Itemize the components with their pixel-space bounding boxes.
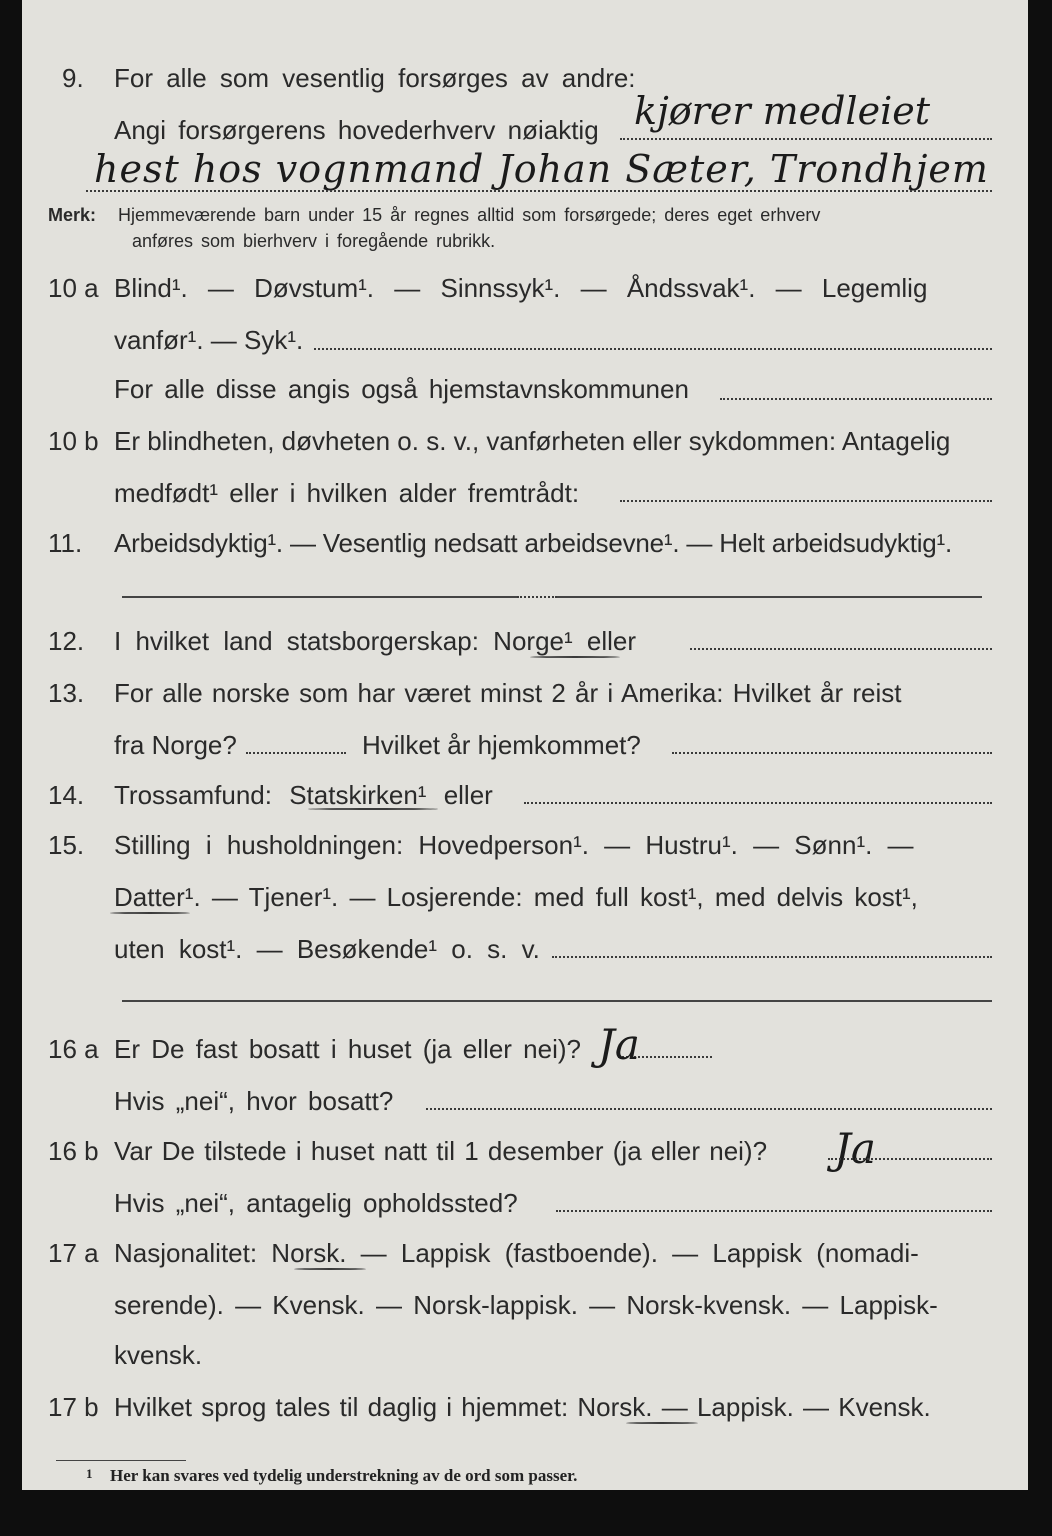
q15-answer-line (552, 956, 992, 958)
q16a-where-line (426, 1108, 992, 1110)
q12-norge-underline (530, 656, 620, 658)
q15-line2: Datter¹. — Tjener¹. — Losjerende: med full kost¹, med delvis kost¹, (114, 882, 918, 912)
q17b-line1: Hvilket sprog tales til daglig i hjemmet: Norsk. — Lappisk. — Kvensk. (114, 1392, 931, 1422)
q11-rule-gap (517, 596, 557, 598)
q9-answer-line-2 (86, 190, 992, 192)
q17b-number: 17 b (48, 1392, 99, 1422)
q9-answer-line (620, 138, 992, 140)
q15-line1: Stilling i husholdningen: Hovedperson¹. — Hustru¹. — Sønn¹. — (114, 830, 914, 860)
q13-line2a: fra Norge? (114, 730, 237, 760)
q12-answer-line (690, 648, 992, 650)
q14-statskirken-underline (308, 808, 438, 810)
q10a-answer-line (314, 348, 992, 350)
q10a-answer-line-2 (720, 398, 992, 400)
q10b-number: 10 b (48, 426, 99, 456)
footnote-mark: 1 (86, 1466, 93, 1481)
q15-rule (122, 1000, 992, 1002)
q16b-line2: Hvis „nei“, antagelig opholdssted? (114, 1188, 518, 1218)
q17a-line1: Nasjonalitet: Norsk. — Lappisk (fastboende). — Lappisk (nomadi- (114, 1238, 919, 1268)
q15-line3: uten kost¹. — Besøkende¹ o. s. v. (114, 934, 540, 964)
q12-number: 12. (48, 626, 85, 656)
q17a-number: 17 a (48, 1238, 99, 1268)
q16a-number: 16 a (48, 1034, 99, 1064)
q10a-line3: For alle disse angis også hjemstavnskommunen (114, 374, 689, 404)
q16a-line2: Hvis „nei“, hvor bosatt? (114, 1086, 394, 1116)
q11-number: 11. (48, 528, 83, 558)
q16b-answer-line (828, 1158, 992, 1160)
q17b-norsk-underline (626, 1422, 698, 1424)
q13-number: 13. (48, 678, 85, 708)
q9-number: 9. (62, 63, 84, 93)
footnote-rule (56, 1460, 186, 1461)
q9-line1: For alle som vesentlig forsørges av andre: (114, 63, 636, 93)
q13-year-home-line (672, 752, 992, 754)
q15-datter-underline (110, 912, 190, 914)
footnote-text: Her kan svares ved tydelig understrekning av de ord som passer. (110, 1466, 578, 1485)
q10b-line2: medfødt¹ eller i hvilken alder fremtrådt: (114, 478, 580, 508)
q16b-number: 16 b (48, 1136, 99, 1166)
q13-line1: For alle norske som har været minst 2 år i Amerika: Hvilket år reist (114, 678, 902, 708)
census-form-page (22, 0, 1028, 1490)
q12-line1: I hvilket land statsborgerskap: Norge¹ eller (114, 626, 637, 656)
q9-handwritten-2: hest hos vognmand Johan Sæter, Trondhjem (94, 147, 989, 191)
q14-number: 14. (48, 780, 85, 810)
q10a-line1: Blind¹. — Døvstum¹. — Sinnssyk¹. — Åndssvak¹. — Legemlig (114, 273, 928, 303)
q16a-handwritten-answer: Ja (598, 1020, 640, 1069)
q16a-line1: Er De fast bosatt i huset (ja eller nei)? (114, 1034, 581, 1064)
q11-rule-left (122, 596, 517, 598)
q13-year-left-line (246, 752, 346, 754)
q16b-where-line (556, 1210, 992, 1212)
q11-rule-right (557, 596, 982, 598)
q10b-line1: Er blindheten, døvheten o. s. v., vanførheten eller sykdommen: Antagelig (114, 426, 951, 456)
q16b-line1: Var De tilstede i huset natt til 1 desember (ja eller nei)? (114, 1136, 768, 1166)
q10a-line2: vanfør¹. — Syk¹. (114, 325, 304, 355)
q17a-norsk-underline (294, 1268, 366, 1270)
q14-line1: Trossamfund: Statskirken¹ eller (114, 780, 493, 810)
q17a-line2: serende). — Kvensk. — Norsk-lappisk. — Norsk-kvensk. — Lappisk- (114, 1290, 938, 1320)
q15-number: 15. (48, 830, 85, 860)
q10b-answer-line (620, 500, 992, 502)
q13-line2b: Hvilket år hjemkommet? (362, 730, 641, 760)
q16b-handwritten-answer: Ja (834, 1124, 876, 1173)
q9-line2: Angi forsørgerens hovederhverv nøiaktig (114, 115, 599, 145)
merk-line2: anføres som bierhverv i foregående rubrikk. (132, 231, 496, 251)
q10a-number: 10 a (48, 273, 99, 303)
q9-handwritten-1: kjører medleiet (634, 89, 930, 133)
q11-line1: Arbeidsdyktig¹. — Vesentlig nedsatt arbeidsevne¹. — Helt arbeidsudyktig¹. (114, 528, 953, 558)
q17a-line3: kvensk. (114, 1340, 203, 1370)
q14-answer-line (524, 802, 992, 804)
merk-label: Merk: (48, 205, 97, 225)
merk-line1: Hjemmeværende barn under 15 år regnes alltid som forsørgede; deres eget erhverv (118, 205, 821, 225)
